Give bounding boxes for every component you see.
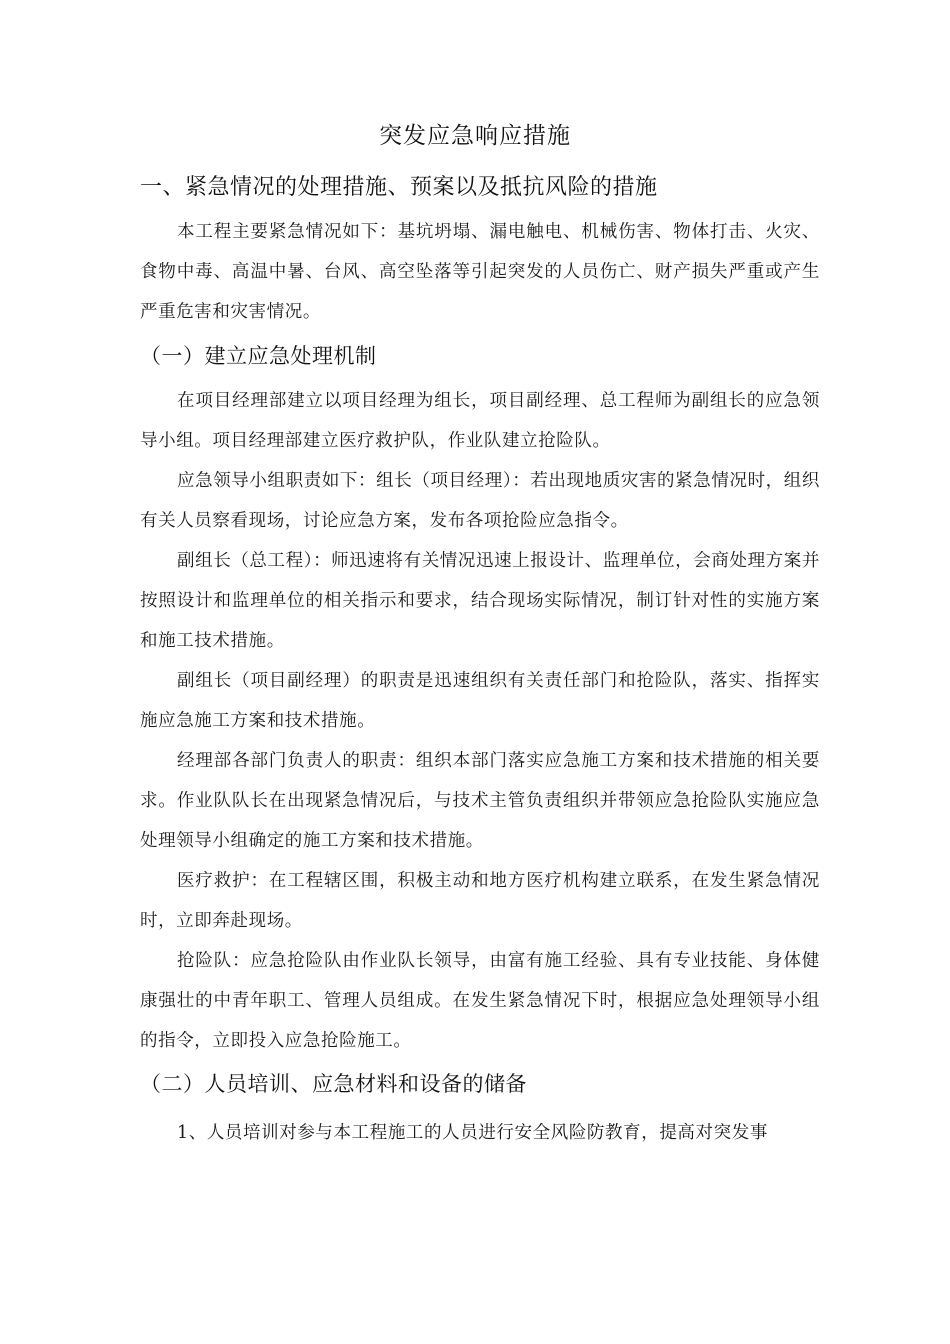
paragraph-training: 1、人员培训对参与本工程施工的人员进行安全风险防教育，提高对突发事 [177,1123,768,1143]
paragraph-medical-rescue: 医疗救护：在工程辖区围，积极主动和地方医疗机构建立联系，在发生紧急情况时，立即奔赴现场。 [140,871,820,931]
paragraph-chief-engineer-duties: 副组长（总工程）：师迅速将有关情况迅速上报设计、监理单位，会商处理方案并按照设计和监理单位的相关指示和要求，结合现场实际情况，制订针对性的实施方案和施工技术措施。 [140,551,820,651]
section-heading-1: 一、紧急情况的处理措施、预案以及抵抗风险的措施 [140,175,658,200]
paragraph-rescue-team: 抢险队：应急抢险队由作业队长领导，由富有施工经验、具有专业技能、身体健康强壮的中青年职工、管理人员组成。在发生紧急情况下时，根据应急处理领导小组的指令，立即投入应急抢险施工。 [140,951,820,1051]
page-title: 突发应急响应措施 [379,123,571,149]
intro-paragraph: 本工程主要紧急情况如下：基坑坍塌、漏电触电、机械伤害、物体打击、火灾、食物中毒、高温中暑、台风、高空坠落等引起突发的人员伤亡、财产损失严重或产生严重危害和灾害情况。 [140,222,820,322]
paragraph-deputy-manager-duties: 副组长（项目副经理）的职责是迅速组织有关责任部门和抢险队，落实、指挥实施应急施工方案和技术措施。 [140,671,820,731]
paragraph-department-duties: 经理部各部门负责人的职责：组织本部门落实应急施工方案和技术措施的相关要求。作业队队长在出现紧急情况后，与技术主管负责组织并带领应急抢险队实施应急处理领导小组确定的施工方案和技术措施。 [140,751,820,851]
subsection-heading-2: （二）人员培训、应急材料和设备的储备 [140,1072,527,1096]
paragraph-leader-duties: 应急领导小组职责如下：组长（项目经理）：若出现地质灾害的紧急情况时，组织有关人员察看现场，讨论应急方案，发布各项抢险应急指令。 [140,471,820,531]
subsection-heading-1: （一）建立应急处理机制 [140,344,377,368]
paragraph-leadership-group: 在项目经理部建立以项目经理为组长，项目副经理、总工程师为副组长的应急领导小组。项目经理部建立医疗救护队，作业队建立抢险队。 [140,391,820,451]
